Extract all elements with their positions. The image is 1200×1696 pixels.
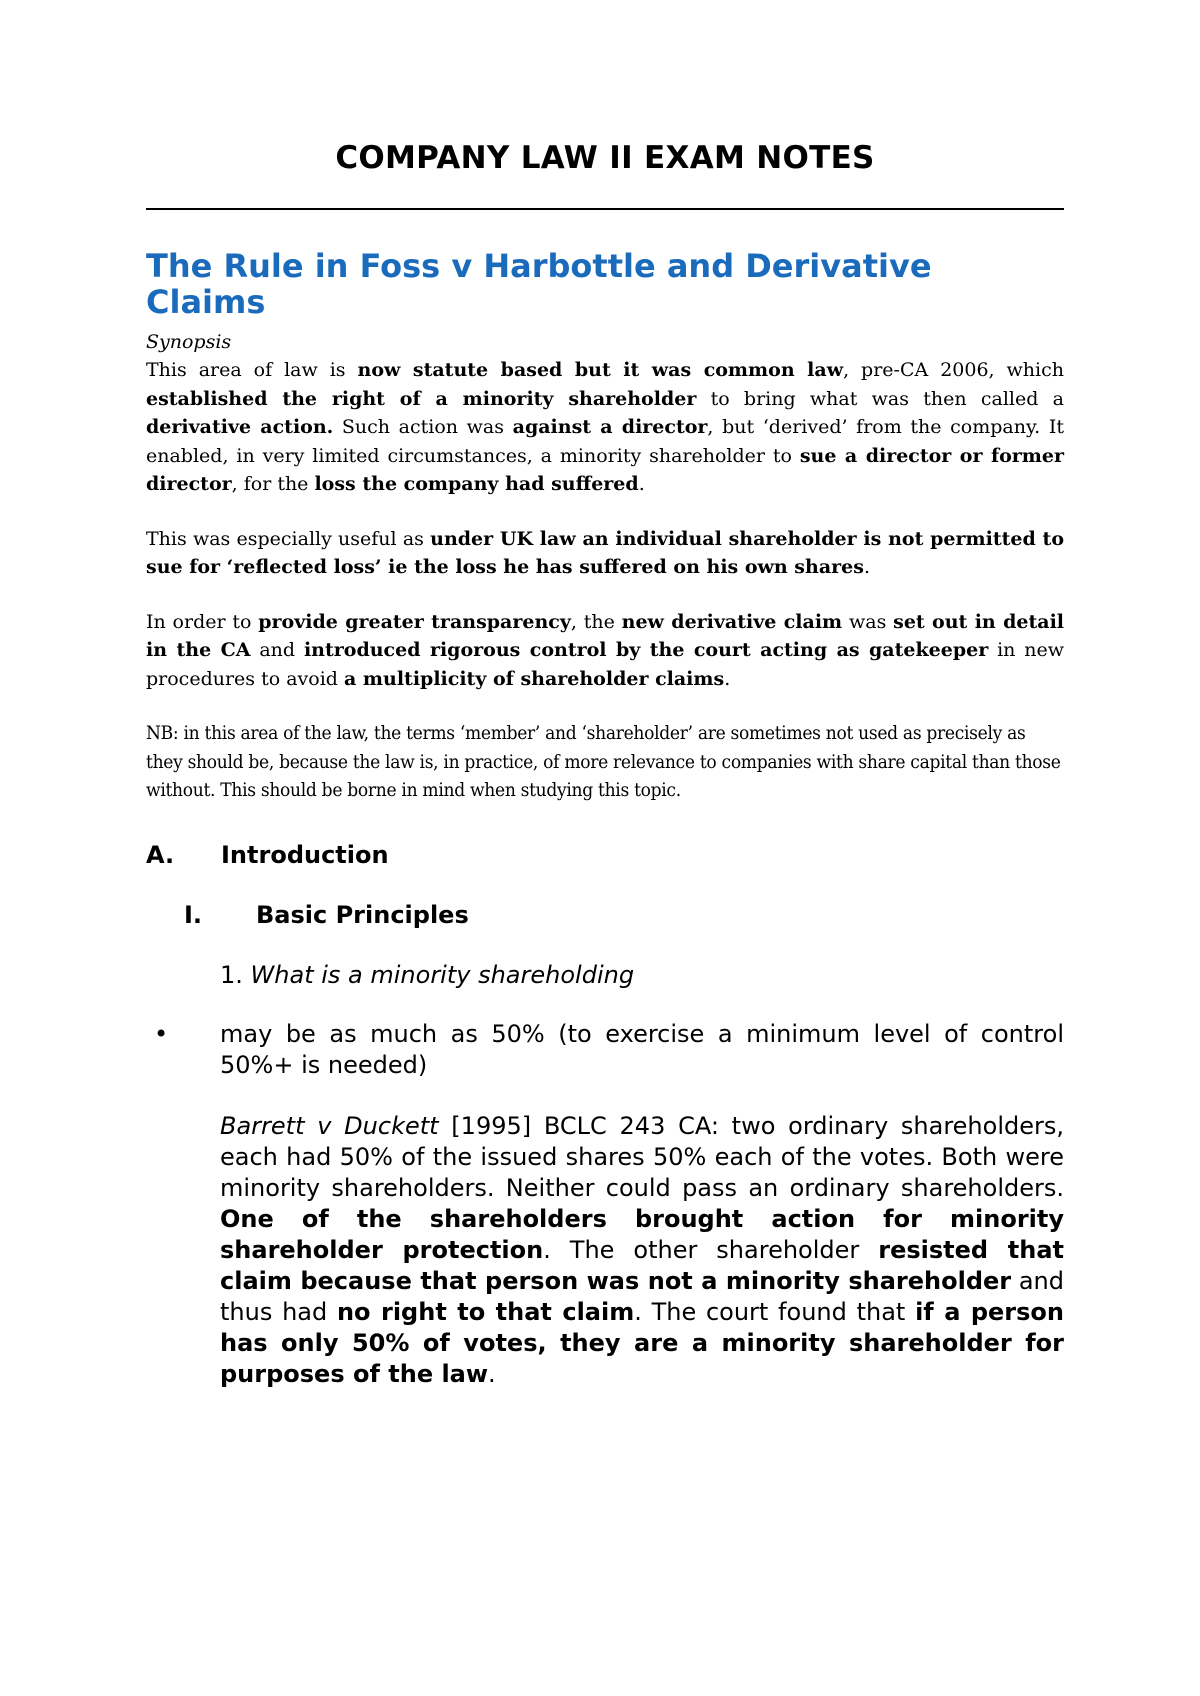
- document-title: COMPANY LAW II EXAM NOTES: [335, 140, 875, 176]
- heading-i-number: I.: [184, 900, 203, 929]
- heading-a-number: A.: [146, 840, 175, 869]
- heading-minority-shareholding: [220, 961, 1064, 989]
- heading-1-number: 1.: [220, 960, 243, 989]
- title-divider: [146, 208, 1064, 210]
- paragraph-intro: This area of law is now statute based but it was common law, pre-CA 2006, which established the right of a minority shareholder to bring what was then called a derivative action. Such action was against a director, but ‘derived’ from the company. It enabled, in very limited circumstances, a minority shareholder to sue a director or former director, for the loss the company had suffered.: [146, 359, 1064, 495]
- case-name: Barrett v Duckett: [220, 1111, 439, 1140]
- heading-i-text: Basic Principles: [256, 900, 469, 929]
- case-paragraph: Barrett v Duckett [1995] BCLC 243 CA: two ordinary shareholders, each had 50% of the issued shares 50% each of the votes. Both were minority shareholders. Neither could pass an ordinary shareholders. One of the shareholders brought action for minority shareholder protection. The other shareholder resisted that claim because that person was not a minority shareholder and thus had no right to that claim. The court found that if a person has only 50% of votes, they are a minority shareholder for purposes of the law.: [220, 1111, 1064, 1388]
- document-page: [146, 140, 1064, 1390]
- list-item: [146, 1019, 1064, 1081]
- section-heading: The Rule in Foss v Harbottle and Derivative Claims: [146, 247, 932, 321]
- heading-1-text: What is a minority shareholding: [250, 960, 635, 989]
- paragraph-transparency: In order to provide greater transparency, the new derivative claim was set out in detail in the CA and introduced rigorous control by the court acting as gatekeeper in new procedures to avoid a multiplicity of shareholder claims.: [146, 610, 1065, 690]
- paragraph-nb: NB: in this area of the law, the terms ‘member’ and ‘shareholder’ are sometimes not used as precisely as they should be, because the law is, in practice, of more relevance to companies with share capital than those without. This should be borne in mind when studying this topic.: [146, 722, 1061, 801]
- heading-basic-principles: [184, 901, 1064, 929]
- heading-introduction: [146, 841, 1064, 869]
- synopsis-label: Synopsis: [146, 331, 232, 353]
- paragraph-reflected-loss: This was especially useful as under UK law an individual shareholder is not permitted to sue for ‘reflected loss’ ie the loss he has suffered on his own shares.: [146, 527, 1064, 578]
- bullet-text: may be as much as 50% (to exercise a minimum level of control 50%+ is needed): [220, 1019, 1064, 1079]
- heading-a-text: Introduction: [221, 840, 389, 869]
- bullet-icon: •: [154, 1019, 169, 1048]
